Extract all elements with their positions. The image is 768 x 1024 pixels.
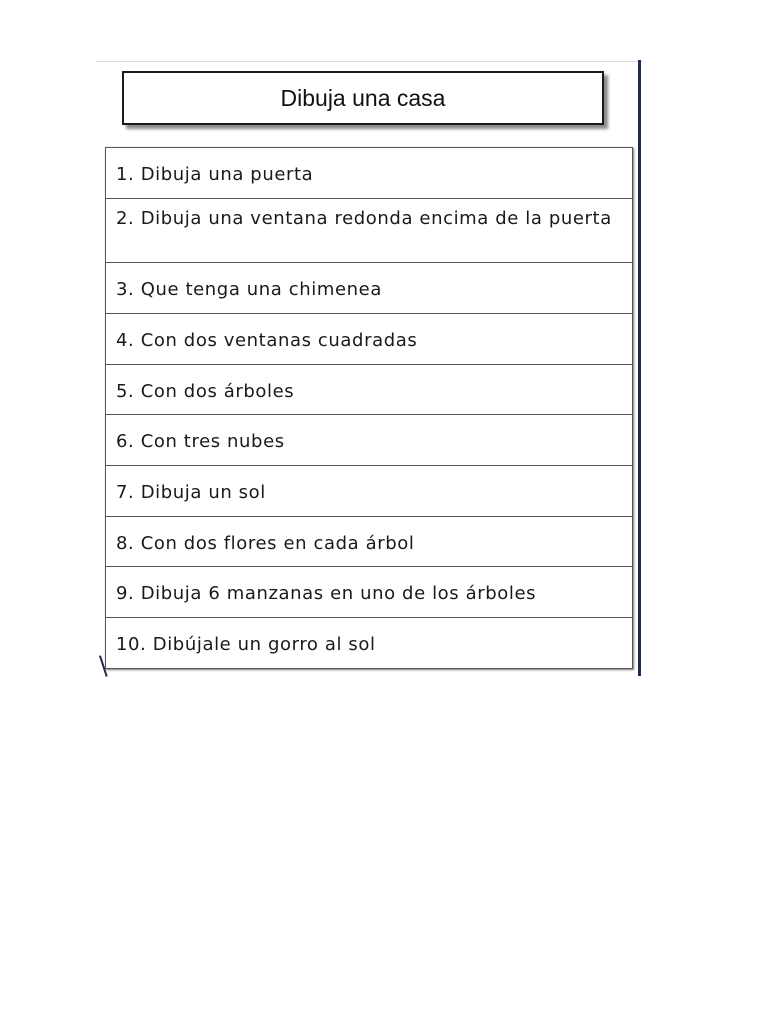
right-border-rule <box>638 60 641 676</box>
instruction-row-2: 2. Dibuja una ventana redonda encima de la puerta <box>106 199 632 263</box>
page-edge-line <box>96 61 644 62</box>
instruction-row-1: 1. Dibuja una puerta <box>106 148 632 199</box>
instruction-row-8: 8. Con dos flores en cada árbol <box>106 517 632 567</box>
instruction-row-10: 10. Dibújale un gorro al sol <box>116 634 376 655</box>
instruction-row-5: 5. Con dos árboles <box>106 365 632 415</box>
title-box <box>122 71 604 125</box>
instruction-row-3: 3. Que tenga una chimenea <box>106 263 632 314</box>
instruction-row-6: 6. Con tres nubes <box>106 415 632 466</box>
instructions-table <box>105 147 633 669</box>
document-title: Dibuja una casa <box>280 84 446 111</box>
instruction-row-4: 4. Con dos ventanas cuadradas <box>106 314 632 365</box>
instruction-row-7: 7. Dibuja un sol <box>106 466 632 517</box>
instruction-row-9: 9. Dibuja 6 manzanas en uno de los árboles <box>106 567 632 618</box>
